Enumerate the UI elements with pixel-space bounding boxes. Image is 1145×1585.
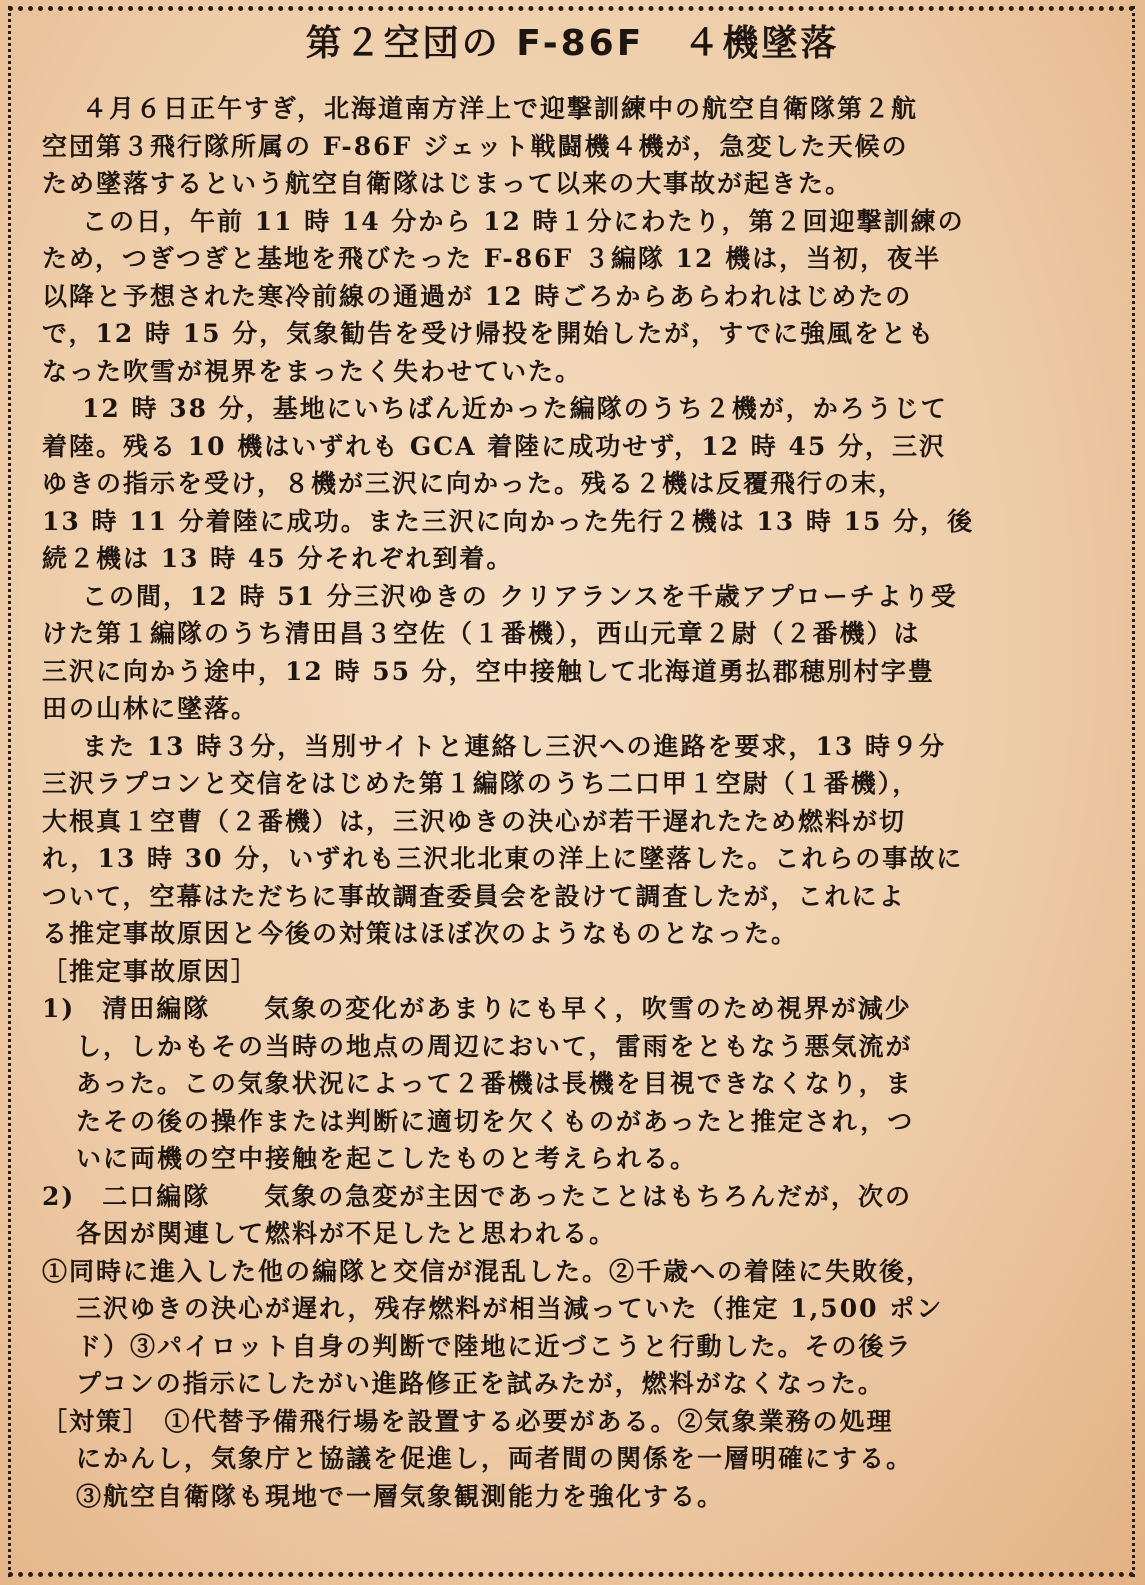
section-heading: ［推定事故原因］ [42,956,259,986]
article-title: 第２空団の F-86F ４機墜落 [305,23,840,64]
text-line: ド）③パイロット自身の判断で陸地に近づこうと行動した。その後ラ [76,1331,913,1361]
countermeasures-heading: ［対策］ ①代替予備飛行場を設置する必要がある。②気象業務の処理 [42,1406,894,1436]
text-line: にかんし，気象庁と協議を促進し，両者間の関係を一層明確にする。 [76,1444,914,1473]
text-line: 13 時 11 分着陸に成功。また三沢に向かった先行２機は 13 時 15 分，後 [42,506,975,536]
text-line: この間，12 時 51 分三沢ゆきの クリアランスを千歳アプローチより受 [82,581,958,611]
text-line: ため墜落するという航空自衛隊はじまって以来の大事故が起きた。 [42,169,853,198]
text-line: ①同時に進入した他の編隊と交信が混乱した。②千歳への着陸に失敗後， [42,1256,934,1286]
text-line: 以降と予想された寒冷前線の通過が 12 時ごろからあらわれはじめたの [42,281,913,311]
text-line: プコンの指示にしたがい進路修正を試みたが，燃料がなくなった。 [76,1369,885,1398]
text-line: 続２機は 13 時 45 分それぞれ到着。 [42,544,514,573]
text-line: ため，つぎつぎと基地を飛びたった F-86F ３編隊 12 機は，当初，夜半 [42,244,942,273]
text-line: 田の山林に墜落。 [42,694,259,723]
text-line: 空団第３飛行隊所属の F-86F ジェット戦闘機４機が，急変した天候の [42,131,909,161]
list-item-1: 1) 清田編隊 気象の変化があまりにも早く，吹雪のため視界が減少 [42,994,912,1023]
text-line: ③航空自衛隊も現地で一層気象観測能力を強化する。 [76,1481,725,1511]
text-line: 大根真１空曹（２番機）は，三沢ゆきの決心が若干遅れたため燃料が切 [42,806,907,836]
text-line: 三沢に向かう途中，12 時 55 分，空中接触して北海道勇払郡穂別村字豊 [42,656,935,686]
text-line: で，12 時 15 分，気象勧告を受け帰投を開始したが，すでに強風をとも [42,319,935,348]
text-line: 各因が関連して燃料が不足したと思われる。 [76,1219,617,1248]
article-body [42,90,1107,1515]
text-line: いに両機の空中接触を起こしたものと考えられる。 [76,1144,698,1173]
text-line: ４月６日正午すぎ，北海道南方洋上で迎撃訓練中の航空自衛隊第２航 [82,94,919,123]
text-line: 三沢ラプコンと交信をはじめた第１編隊のうち二口甲１空尉（１番機）， [42,769,920,798]
text-line: れ，13 時 30 分，いずれも三沢北北東の洋上に墜落した。これらの事故に [42,844,964,873]
text-line: 三沢ゆきの決心が遅れ，残存燃料が相当減っていた（推定 1,500 ポン [76,1294,944,1323]
text-line: けた第１編隊のうち清田昌３空佐（１番機），西山元章２尉（２番機）は [42,619,921,648]
text-line: また 13 時３分，当別サイトと連絡し三沢への進路を要求，13 時９分 [82,731,946,761]
text-line: ついて，空幕はただちに事故調査委員会を設けて調査したが，これによ [42,881,906,911]
text-line: たその後の操作または判断に適切を欠くものがあったと推定され，つ [76,1106,915,1136]
text-line: る推定事故原因と今後の対策はほぼ次のようなものとなった。 [42,919,799,948]
text-line: なった吹雪が視界をまったく失わせていた。 [42,356,583,386]
text-line: この日，午前 11 時 14 分から 12 時１分にわたり，第２回迎撃訓練の [82,206,965,236]
list-item-2: 2) 二口編隊 気象の急変が主因であったことはもちろんだが，次の [42,1181,912,1211]
text-line: 着陸。残る 10 機はいずれも GCA 着陸に成功せず，12 時 45 分，三沢 [42,431,946,461]
text-line: 12 時 38 分，基地にいちばん近かった編隊のうち２機が，かろうじて [82,394,948,423]
text-line: し，しかもその当時の地点の周辺において，雷雨をともなう悪気流が [76,1031,913,1061]
text-line: ゆきの指示を受け，８機が三沢に向かった。残る２機は反覆飛行の末， [42,469,906,498]
text-line: あった。この気象状況によって２番機は長機を目視できなくなり，ま [76,1069,913,1098]
